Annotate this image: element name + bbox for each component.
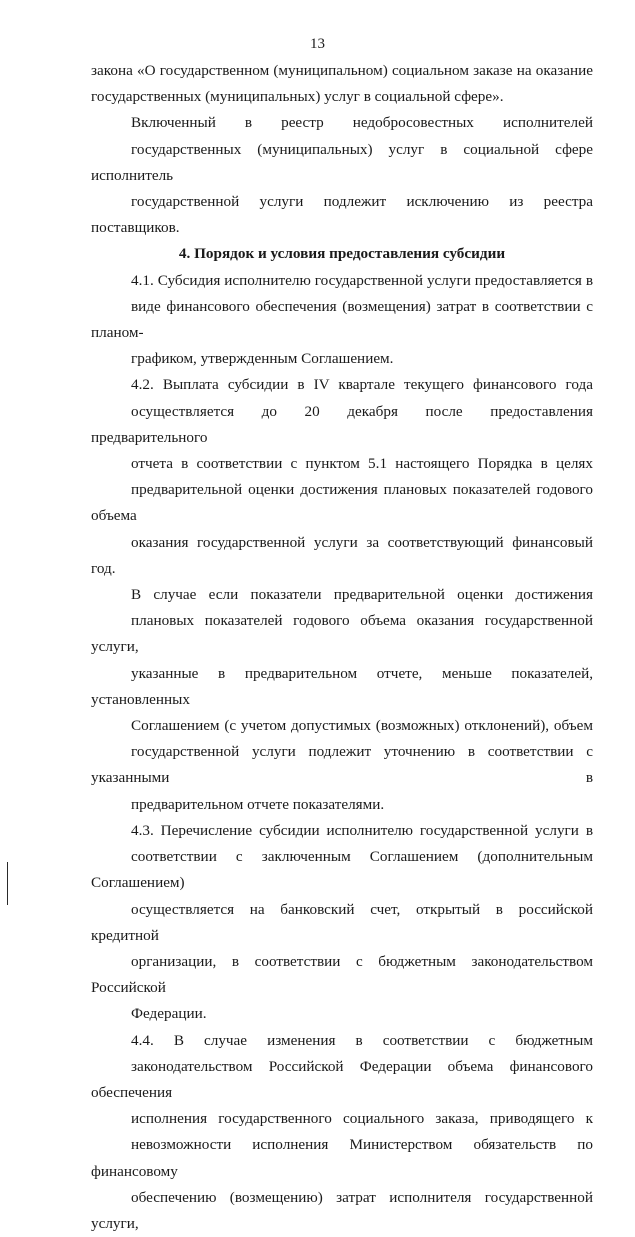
scan-edge-line (7, 862, 8, 905)
paragraph-4-1 (91, 268, 593, 373)
section-heading: 4. Порядок и условия предоставления субсидии (178, 245, 506, 263)
text-line: соответствии с заключенным Соглашением (дополнительным Соглашением) (91, 848, 593, 892)
text-line: государственных (муниципальных) услуг в социальной сфере исполнитель (91, 140, 593, 184)
text-line: исполнения государственного социального заказа, приводящего к (131, 1110, 593, 1128)
text-line: В случае если показатели предварительной оценки достижения (131, 586, 593, 604)
text-line: государственных (муниципальных) услуг в социальной сфере». (91, 88, 504, 106)
text-line: осуществляется на банковский счет, открытый в российской кредитной (91, 900, 593, 944)
text-line: государственной услуги подлежит уточнению в соответствии с указанными в (91, 743, 593, 787)
text-line: виде финансового обеспечения (возмещения) затрат в соответствии с планом- (91, 297, 593, 342)
text-line: Соглашением (с учетом допустимых (возможных) отклонений), объем (131, 717, 593, 735)
text-line: государственной услуги подлежит исключению из реестра поставщиков. (91, 193, 593, 237)
text-line: невозможности исполнения Министерством обязательств по финансовому (91, 1136, 593, 1180)
text-line: предварительном отчете показателями. (131, 795, 385, 813)
text-line: Федерации. (131, 1005, 207, 1023)
text-line: обеспечению (возмещению) затрат исполнителя государственной услуги, (91, 1188, 593, 1232)
text-line: графиком, утвержденным Соглашением. (131, 350, 394, 368)
paragraph-4-2 (91, 372, 593, 582)
text-line: 4.1. Субсидия исполнителю государственной услуги предоставляется в (131, 271, 593, 289)
text-line: 4.2. Выплата субсидии в IV квартале текущего финансового года (131, 376, 593, 394)
text-line: закона «О государственном (муниципальном) социальном заказе на оказание (91, 62, 593, 79)
text-line: отчета в соответствии с пунктом 5.1 настоящего Порядка в целях (131, 455, 593, 473)
text-line: предварительной оценки достижения плановых показателей годового объема (91, 481, 593, 525)
text-line: оказания государственной услуги за соответствующий финансовый год. (91, 533, 593, 577)
document-body (91, 58, 593, 1237)
paragraph-4-4 (91, 1028, 593, 1237)
paragraph-registry-exclusion (91, 110, 593, 241)
paragraph-4-3 (91, 818, 593, 1028)
text-line: осуществляется до 20 декабря после предоставления предварительного (91, 402, 593, 446)
text-line: организации, в соответствии с бюджетным законодательством Российской (91, 952, 593, 997)
paragraph-4-2-clarification (91, 582, 593, 818)
paragraph-law-reference (91, 58, 593, 110)
text-line: Включенный в реестр недобросовестных исполнителей (131, 114, 593, 132)
page-number: 13 (310, 36, 325, 52)
text-line: 4.4. В случае изменения в соответствии с бюджетным (131, 1031, 593, 1049)
text-line: 4.3. Перечисление субсидии исполнителю государственной услуги в (131, 821, 593, 839)
text-line: плановых показателей годового объема оказания государственной услуги, (91, 612, 593, 656)
text-line: законодательством Российской Федерации объема финансового обеспечения (91, 1057, 593, 1101)
text-line: указанные в предварительном отчете, меньше показателей, установленных (91, 664, 593, 708)
